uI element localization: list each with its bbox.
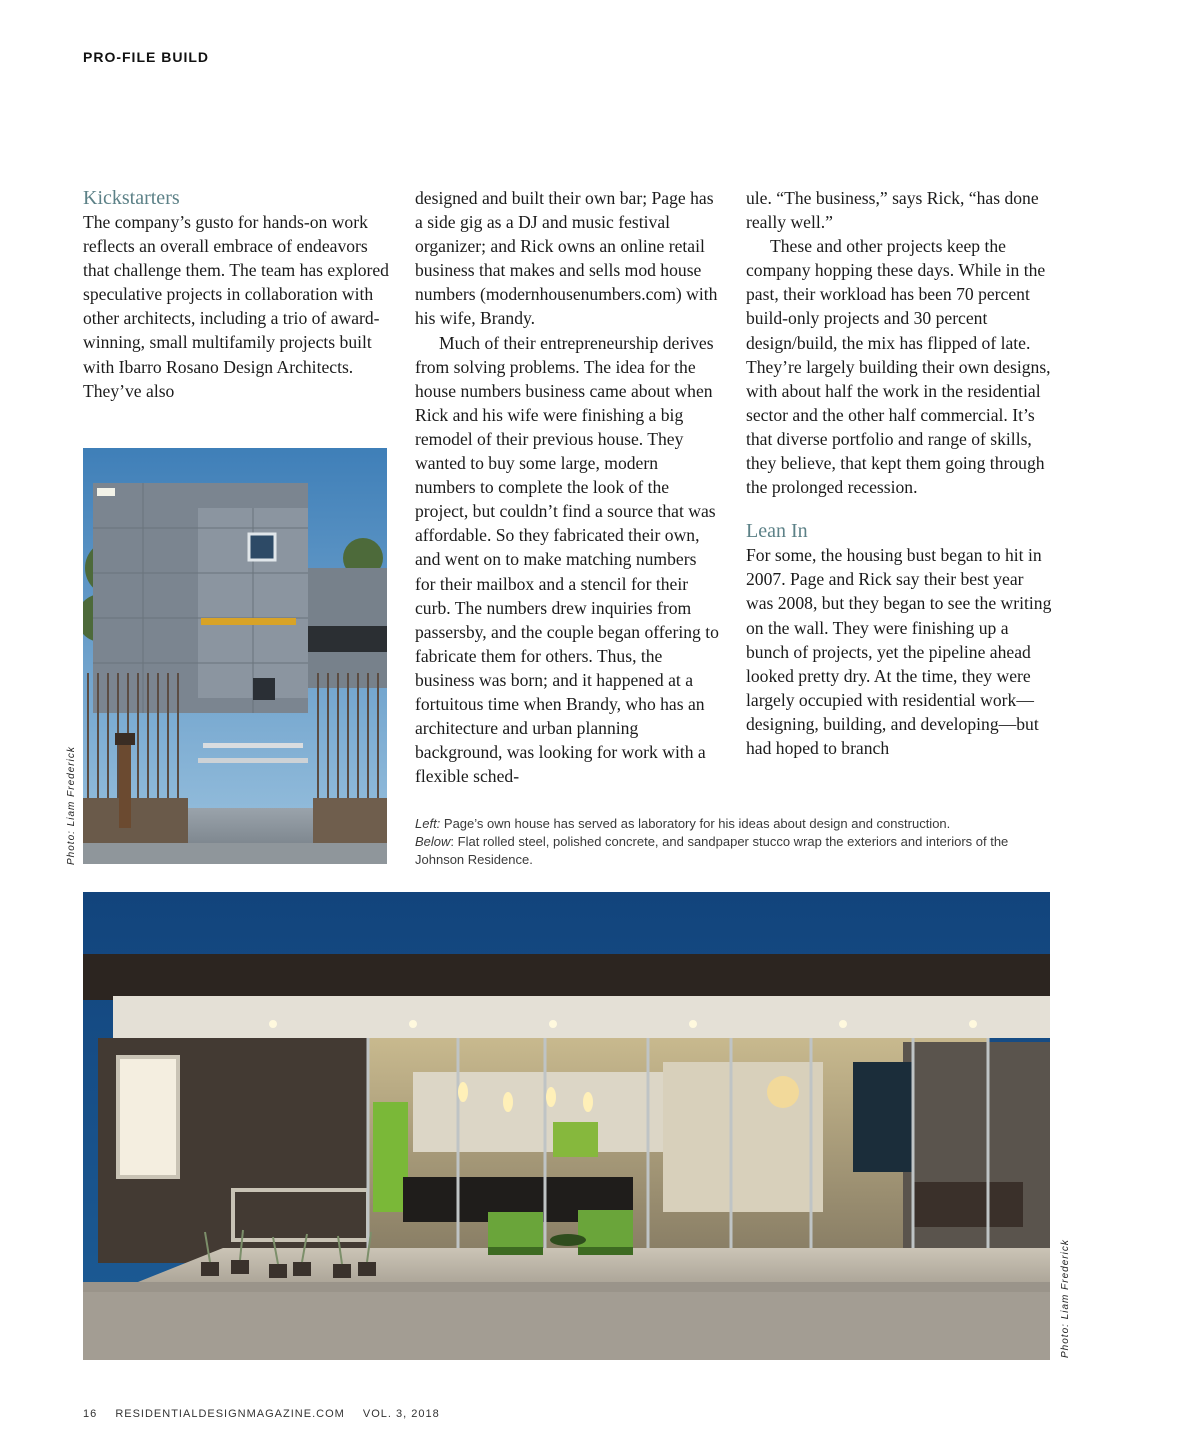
caption-label-below: Below [415, 834, 451, 849]
paragraph: The company’s gusto for hands-on work reflects an overall embrace of endeavors that challenge them. The team has explored speculative projects in collaboration with other architects, including a trio of award-winning, small multifamily projects built with Ibarro Rosano Design Architects. They’ve also [83, 212, 389, 401]
issue-volume: VOL. 3, 2018 [362, 1408, 440, 1420]
photo-credit: Photo: Liam Frederick [66, 746, 77, 865]
paragraph: These and other projects keep the company hopping these days. While in the past, their workload has been 70 percent build-only projects and 30 percent design/build, the mix has flipped of late. They’re largely building their own designs, with about half the work in the residential sector and the other half commercial. It’s that diverse portfolio and range of skills, they believe, that kept them going through the prolonged recession. [746, 236, 1051, 498]
page-footer [83, 1408, 454, 1420]
page-number: 16 [83, 1408, 98, 1420]
caption-label-left: Left: [415, 816, 441, 831]
section-heading-kickstarters: Kickstarters [83, 187, 180, 209]
johnson-residence-photo [83, 892, 1050, 1360]
paragraph: ule. “The business,” says Rick, “has done really well.” [746, 188, 1039, 233]
magazine-site: RESIDENTIALDESIGNMAGAZINE.COM [115, 1408, 345, 1420]
caption-text-left: Page’s own house has served as laboratory for his ideas about design and construction. [440, 816, 951, 831]
photo-credit: Photo: Liam Frederick [1060, 1239, 1071, 1358]
article-column-1 [83, 186, 389, 403]
article-column-3 [746, 186, 1052, 760]
house-exterior-photo [83, 448, 387, 864]
paragraph: designed and built their own bar; Page has a side gig as a DJ and music festival organizer; and Rick owns an online retail business that makes and sells mod house numbers (modernhousenumbers.com) with his wife, Brandy. [415, 188, 718, 329]
photo-caption [415, 815, 1055, 869]
paragraph: For some, the housing bust began to hit in 2007. Page and Rick say their best year was 2008, but they began to see the writing on the wall. They were finishing up a bunch of projects, yet the pipeline ahead looked pretty dry. At the time, they were largely occupied with residential work—designing, building, and developing—but had hoped to branch [746, 545, 1052, 758]
paragraph: Much of their entrepreneurship derives from solving problems. The idea for the house numbers business came about when Rick and his wife were finishing a big remodel of their previous house. They wanted to buy some large, modern numbers to complete the look of the project, but couldn’t find a source that was affordable. So they fabricated their own, and went on to make matching numbers for their mailbox and a stencil for their curb. The numbers drew inquiries from passersby, and the couple began offering to fabricate them for others. Thus, the business was born; and it happened at a fortuitous time when Brandy, who has an architecture and urban planning background, was looking for work with a flexible sched- [415, 332, 719, 787]
article-column-2 [415, 186, 721, 788]
section-heading-lean-in: Lean In [746, 520, 808, 543]
caption-text-below: : Flat rolled steel, polished concrete, and sandpaper stucco wrap the exteriors and interiors of the Johnson Residence. [415, 834, 1009, 867]
section-label: PRO-FILE BUILD [83, 49, 209, 65]
